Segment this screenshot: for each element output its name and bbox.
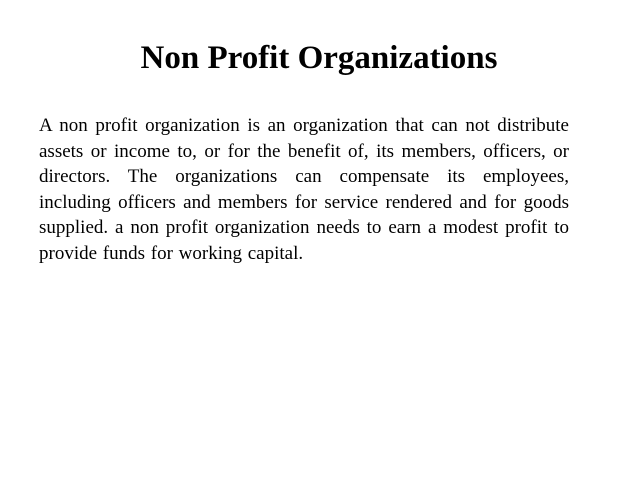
- slide-body-paragraph: A non profit organization is an organization that can not distribute assets or income to, or for the benefit of, its members, officers, or directors. The organizations can compensate its employees, including officers and members for service rendered and for goods supplied. a non profit organization needs to earn a modest profit to provide funds for working capital.: [39, 115, 569, 264]
- slide-title: Non Profit Organizations: [140, 40, 498, 76]
